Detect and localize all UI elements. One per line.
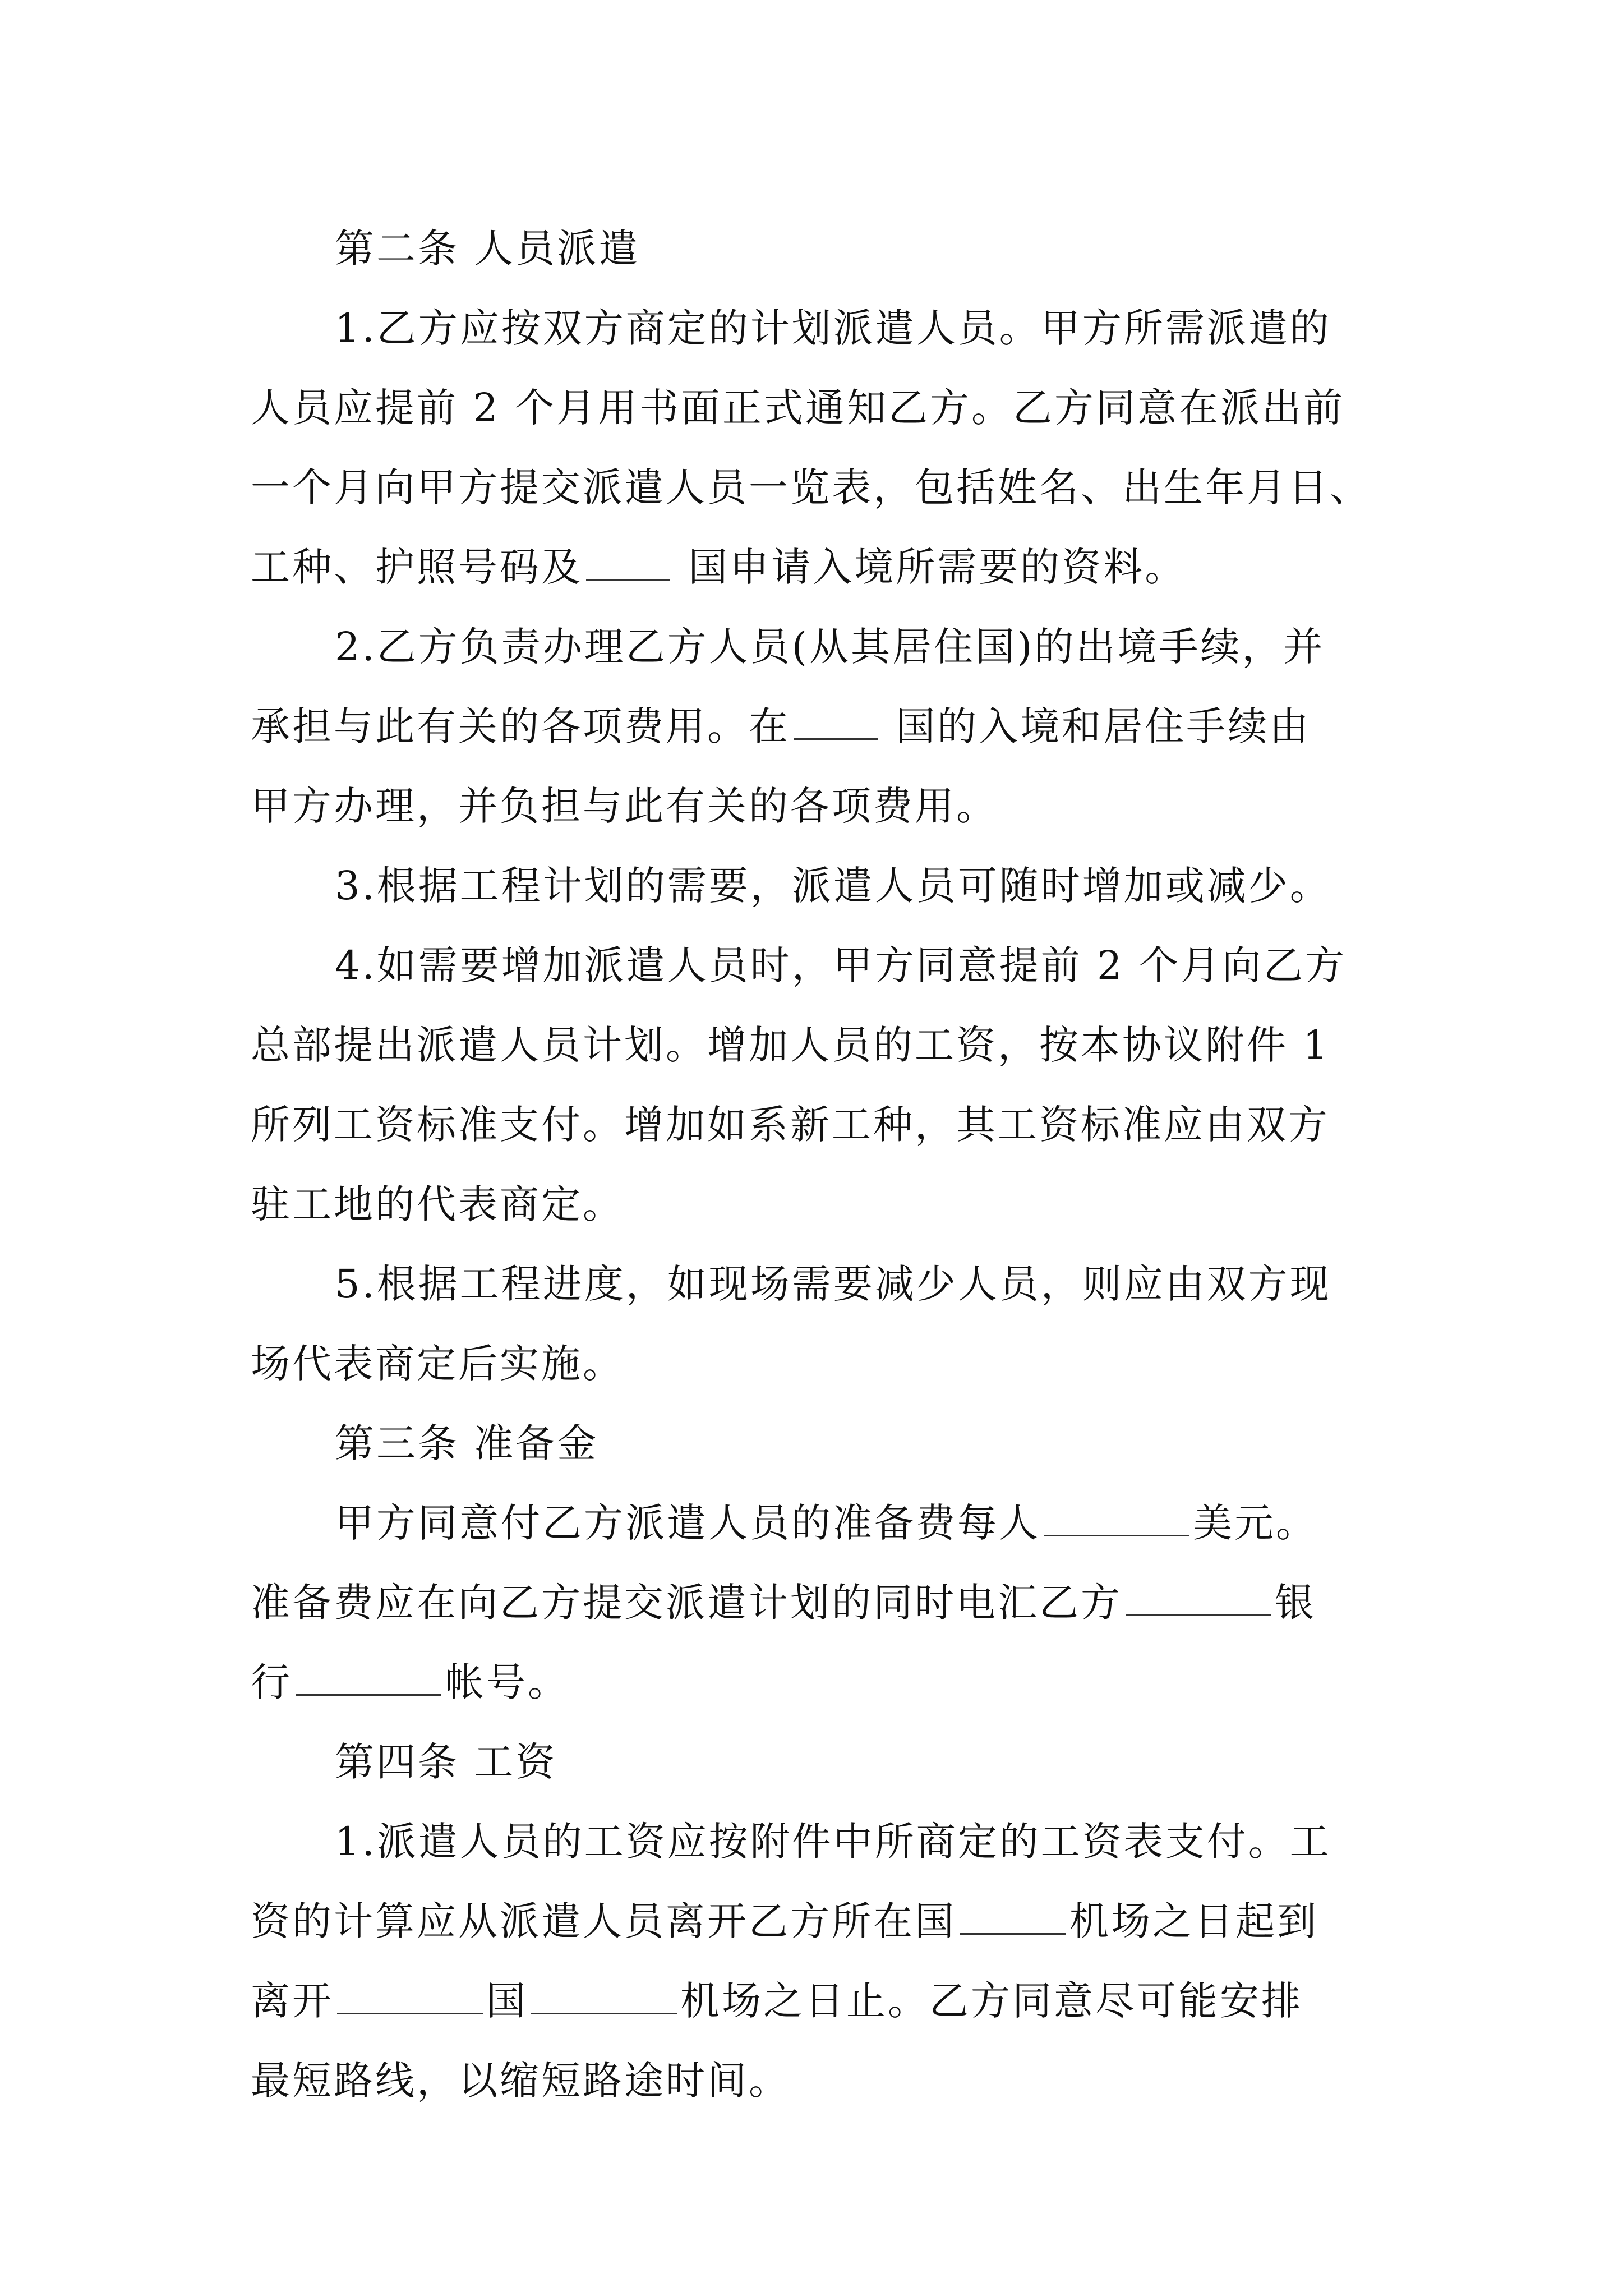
text-segment: 准备费应在向乙方提交派遣计划的同时电汇乙方 [251,1580,1122,1626]
fill-in-blank [586,542,670,581]
text-segment: 帐号。 [445,1659,569,1705]
text-segment: 机场之日起到 [1069,1898,1318,1944]
fill-in-blank [1126,1577,1271,1616]
article-2-p2-line3: 甲方办理，并负担与此有关的各项费用。 [251,783,998,829]
article-2-p1-line4 [251,527,1378,607]
article-2-p1-line2: 人员应提前 2 个月用书面正式通知乙方。乙方同意在派出前 [251,385,1345,431]
text-segment: 国 [486,1978,528,2024]
text-segment: 国的入境和居住手续由 [881,703,1311,749]
article-2-p5-line1: 5.根据工程进度，如现场需要减少人员，则应由双方现 [335,1261,1331,1307]
article-4-line2 [251,1881,1378,1961]
fill-in-blank [531,1976,677,2014]
article-2-p4-line1: 4.如需要增加派遣人员时，甲方同意提前 2 个月向乙方 [335,942,1347,988]
article-2-p2-line1: 2.乙方负责办理乙方人员(从其居住国)的出境手续，并 [335,624,1325,670]
article-4-line3 [251,1961,1378,2041]
article-3-line3 [251,1642,1378,1722]
article-2-p4-line4: 驻工地的代表商定。 [251,1181,624,1227]
text-segment: 机场之日止。乙方同意尽可能安排 [680,1978,1303,2024]
text-segment: 行 [251,1659,292,1705]
article-2-p5-line2: 场代表商定后实施。 [251,1341,624,1387]
article-3-line1 [251,1483,1378,1563]
text-segment: 工种、护照号码及 [251,544,583,590]
fill-in-blank [337,1976,483,2014]
article-2-heading: 第二条 人员派遣 [335,226,640,272]
fill-in-blank [296,1657,441,1696]
article-3-line2 [251,1563,1378,1642]
text-segment: 美元。 [1193,1500,1317,1546]
fill-in-blank [960,1896,1066,1935]
text-segment: 离开 [251,1978,334,2024]
article-3-heading: 第三条 准备金 [335,1420,599,1466]
article-4-line1: 1.派遣人员的工资应按附件中所商定的工资表支付。工 [335,1819,1331,1865]
text-segment: 甲方同意付乙方派遣人员的准备费每人 [335,1500,1040,1546]
article-2-p3: 3.根据工程计划的需要，派遣人员可随时增加或减少。 [335,863,1331,909]
article-2-p4-line3: 所列工资标准支付。增加如系新工种，其工资标准应由双方 [251,1102,1330,1148]
article-4-line4: 最短路线，以缩短路途时间。 [251,2058,790,2104]
article-4-heading: 第四条 工资 [335,1739,557,1785]
fill-in-blank [794,701,878,740]
document-body [251,209,1378,2120]
article-2-p4-line2: 总部提出派遣人员计划。增加人员的工资，按本协议附件 1 [251,1022,1330,1068]
text-segment: 资的计算应从派遣人员离开乙方所在国 [251,1898,956,1944]
text-segment: 国申请入境所需要的资料。 [674,544,1187,590]
text-segment: 承担与此有关的各项费用。在 [251,703,790,749]
fill-in-blank [1044,1498,1189,1536]
text-segment: 银 [1275,1580,1316,1626]
article-2-p2-line2 [251,687,1378,766]
article-2-p1-line3: 一个月向甲方提交派遣人员一览表，包括姓名、出生年月日、 [251,464,1371,510]
article-2-p1-line1: 1.乙方应按双方商定的计划派遣人员。甲方所需派遣的 [335,305,1331,351]
